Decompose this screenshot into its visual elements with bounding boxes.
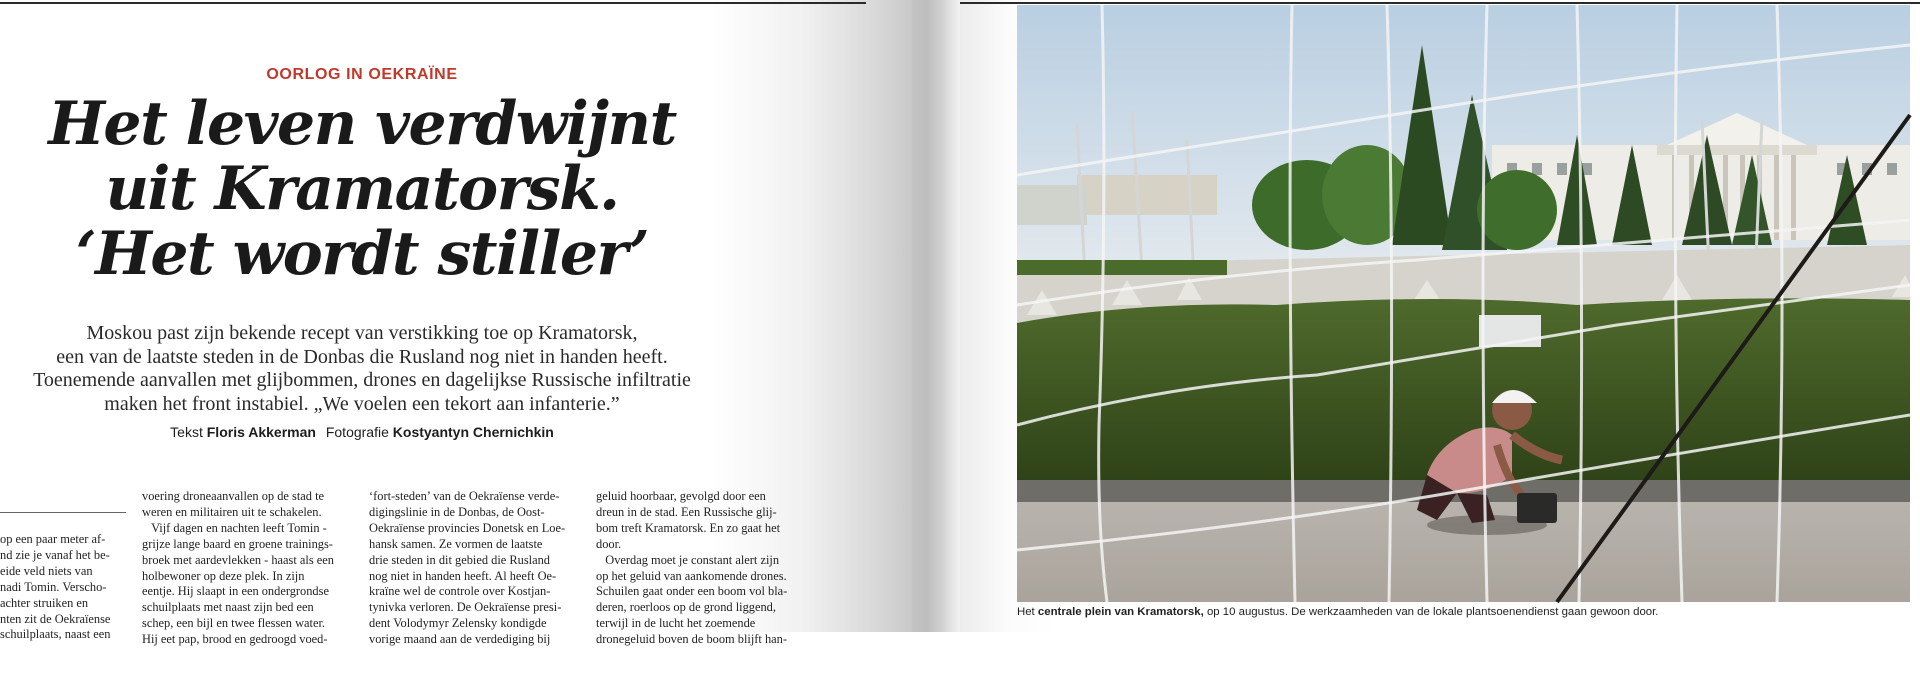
body-line: dronegeluid boven de boom blijft han- [596, 632, 787, 647]
body-line: achter struiken en [0, 595, 89, 610]
distant-building [1077, 175, 1217, 215]
body-line: hansk samen. Ze vormen de laatste [369, 536, 543, 551]
body-line: schuilplaats met naast zijn bed een [142, 600, 314, 615]
body-line: Vijf dagen en nachten leeft Tomin - [142, 520, 327, 535]
body-line: deren, roerloos op de grond liggend, [596, 600, 776, 615]
left-page [0, 0, 912, 647]
body-column-4 [596, 489, 810, 647]
body-column-2 [142, 489, 356, 647]
body-line: terwijl in de lucht het zoemende [596, 616, 756, 631]
body-line: Oekraïense provincies Donetsk en Loe- [369, 520, 566, 535]
intro-line: Toenemende aanvallen met glijbommen, drones en dagelijkse Russische infiltratie [33, 369, 691, 391]
body-line: vorige maand aan de verdediging bij [369, 632, 551, 647]
body-line: Overdag moet je constant alert zijn [596, 552, 780, 567]
intro-line: een van de laatste steden in de Donbas die Rusland nog niet in handen heeft. [56, 345, 668, 368]
body-line: Schuilen gaat onder een boom vol bla- [596, 584, 788, 599]
body-line: nadi Tomin. Verscho- [0, 579, 107, 594]
body-line: eentje. Hij slaapt in een ondergrondse [142, 584, 329, 599]
section-kicker: OORLOG IN OEKRAÏNE [266, 66, 458, 83]
body-line: geluid hoorbaar, gevolgd door een [596, 489, 766, 503]
distant-structure [1017, 185, 1087, 225]
headline-line: Het leven verdwijnt [48, 89, 676, 159]
top-rule [960, 2, 1920, 4]
body-line: broek met aardevlekken - haast als een [142, 552, 334, 567]
intro-line: maken het front instabiel. „We voelen een tekort aan infanterie.” [104, 392, 620, 415]
body-line: op een paar meter af- [0, 532, 106, 546]
caption-prefix: Het [1017, 606, 1035, 618]
intro-line: Moskou past zijn bekende recept van verstikking toe op Kramatorsk, [86, 322, 638, 344]
body-line: dent Volodymyr Zelensky kondigde [369, 616, 547, 631]
caption-bold: centrale plein van Kramatorsk, [1037, 606, 1204, 618]
body-line: Hij eet pap, brood en gedroogd voed- [142, 632, 328, 647]
body-column-1 [0, 532, 126, 675]
body-line: drie steden in dit gebied die Rusland [369, 552, 551, 567]
body-line: schep, een bijl en twee flessen water. [142, 616, 326, 631]
body-line: kraïne wel de controle over Kostjan- [369, 584, 551, 599]
top-rule [0, 2, 866, 4]
author-name: Floris Akkerman [206, 424, 316, 440]
low-hedge [1017, 260, 1227, 275]
body-line: tynivka verloren. De Oekraïense presi- [369, 600, 562, 615]
body-line: grijze lange baard en groene trainings- [142, 536, 333, 551]
photo-illustration [1017, 5, 1910, 602]
body-line: schuilplaats, naast een [0, 627, 111, 642]
photo-caption [1017, 606, 1910, 618]
photographer-name: Kostyantyn Chernichkin [392, 424, 554, 440]
headline-line: ‘Het wordt stiller’ [75, 219, 649, 289]
byline [0, 424, 724, 440]
page-gutter [912, 0, 960, 632]
body-line: ‘fort-steden’ van de Oekraïense verde- [369, 489, 560, 503]
body-line: nd zie je vanaf het be- [0, 547, 110, 562]
body-line: bom treft Kramatorsk. En zo gaat het [596, 520, 781, 535]
photo-label: Fotografie [325, 424, 389, 440]
body-line: weren en militairen uit te schakelen. [142, 504, 322, 519]
headline-line: uit Kramatorsk. [105, 154, 619, 224]
body-column-3 [369, 489, 583, 647]
body-line: voering droneaanvallen op de stad te [142, 489, 325, 503]
body-line: holbewoner op deze plek. In zijn [142, 568, 305, 583]
article-intro [0, 322, 724, 416]
body-line: door. [596, 536, 622, 551]
body-line: dreun in de stad. Een Russische glij- [596, 504, 777, 519]
body-line: op het geluid van aankomende drones. [596, 568, 787, 583]
column-divider [0, 512, 126, 513]
article-photo [1017, 5, 1910, 602]
text-label: Tekst [170, 424, 203, 440]
caption-text: op 10 augustus. De werkzaamheden van de lokale plantsoenendienst gaan gewoon door. [1206, 606, 1659, 618]
body-line: eide veld niets van [0, 563, 93, 578]
article-headline [0, 89, 724, 289]
body-line: nten zit de Oekraïense [0, 611, 111, 626]
body-line: digingslinie in de Donbas, de Oost- [369, 504, 545, 519]
body-line: nog niet in handen heeft. Al heeft Oe- [369, 568, 557, 583]
